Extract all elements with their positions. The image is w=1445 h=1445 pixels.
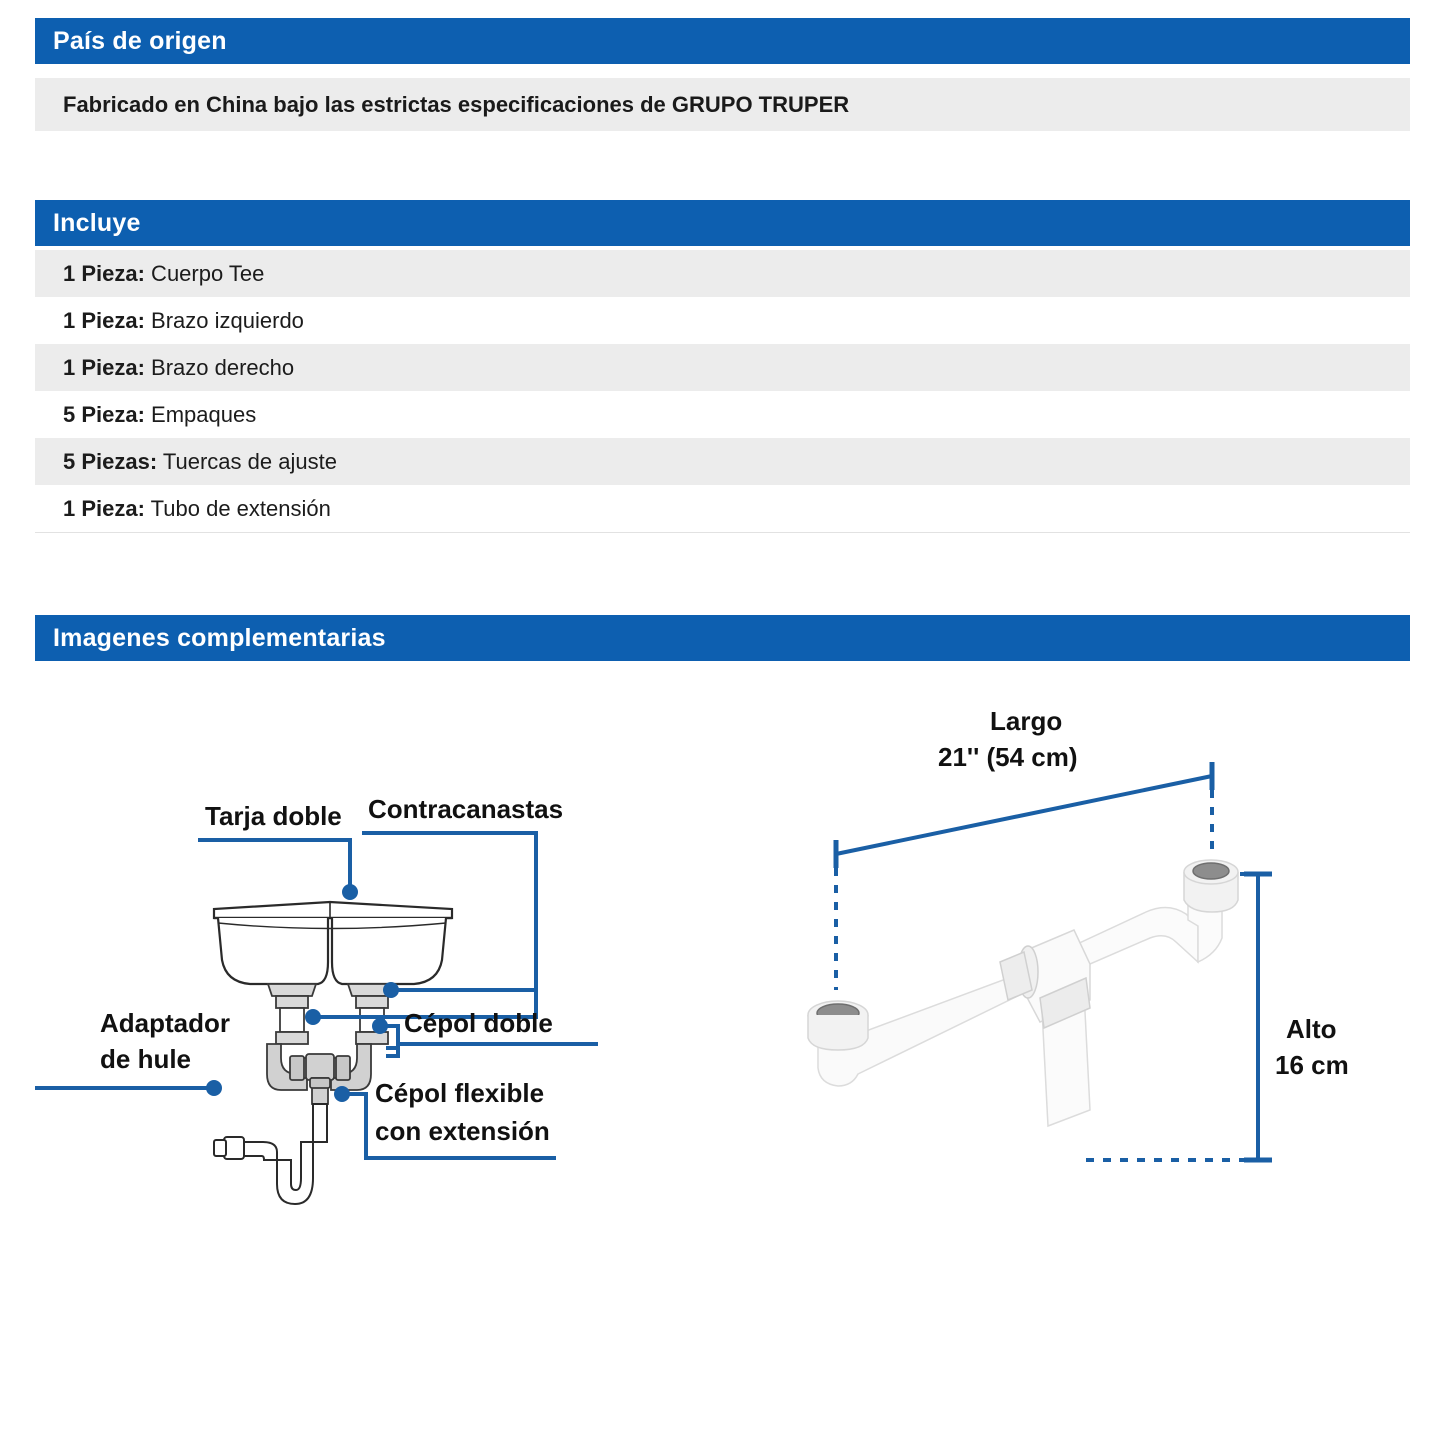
images-section-header: Imagenes complementarias — [35, 615, 1410, 661]
right-nut-chrome-ring — [1193, 863, 1229, 879]
includes-list-item — [35, 391, 1410, 438]
includes-item-quantity: 1 Pieza: — [63, 355, 145, 380]
origin-text: Fabricado en China bajo las estrictas especificaciones de GRUPO TRUPER — [35, 78, 1410, 131]
includes-item-description: Cuerpo Tee — [144, 261, 265, 286]
includes-section — [35, 200, 1410, 533]
includes-list-item — [35, 250, 1410, 297]
dimension-value-largo: 21'' (54 cm) — [938, 742, 1078, 772]
includes-list-item — [35, 485, 1410, 532]
includes-section-header: Incluye — [35, 200, 1410, 246]
includes-item-quantity: 5 Piezas: — [63, 449, 158, 474]
callout-label-adaptador-line2: de hule — [100, 1044, 192, 1074]
includes-item-quantity: 1 Pieza: — [63, 308, 145, 333]
images-section — [35, 615, 1410, 661]
dimension-label-largo: Largo — [990, 706, 1063, 736]
origin-section — [35, 18, 1410, 131]
includes-list — [35, 250, 1410, 532]
includes-item-quantity: 5 Pieza: — [63, 402, 145, 427]
includes-item-description: Tubo de extensión — [144, 496, 331, 521]
includes-list-bottom-divider — [35, 532, 1410, 533]
callout-cepol-flexible — [334, 1078, 556, 1158]
callout-label-cepol-doble: Cépol doble — [404, 1008, 553, 1038]
callout-adaptador-de-hule — [35, 1008, 230, 1096]
includes-list-item — [35, 344, 1410, 391]
includes-item-description: Tuercas de ajuste — [157, 449, 337, 474]
strainer-assembly-drawing — [268, 984, 396, 1044]
dimension-line-largo — [836, 776, 1212, 854]
callout-dot-contracanastas-right — [383, 982, 399, 998]
includes-item-description: Empaques — [144, 402, 257, 427]
diagrams-svg — [0, 690, 1445, 1250]
dimension-label-alto: Alto — [1286, 1014, 1337, 1044]
flexible-cepol-trap-drawing — [214, 1104, 327, 1204]
callout-label-tarja-doble: Tarja doble — [205, 801, 342, 831]
callout-dot-cepol-flexible — [334, 1086, 350, 1102]
callout-label-cepol-flexible-line2: con extensión — [375, 1116, 550, 1146]
includes-item-quantity: 1 Pieza: — [63, 496, 145, 521]
drain-pipe-dimensions-diagram — [808, 706, 1349, 1160]
includes-list-item — [35, 438, 1410, 485]
includes-item-description: Brazo izquierdo — [144, 308, 304, 333]
callout-dot-contracanastas-left — [305, 1009, 321, 1025]
leader-line-tarja-doble — [198, 840, 350, 886]
includes-item-quantity: 1 Pieza: — [63, 261, 145, 286]
callout-cepol-doble — [372, 1008, 598, 1056]
includes-item-description: Brazo derecho — [144, 355, 295, 380]
drain-pipe-drawing — [808, 860, 1238, 1126]
sink-installation-diagram — [35, 794, 598, 1204]
callout-label-cepol-flexible-line1: Cépol flexible — [375, 1078, 545, 1108]
includes-list-item — [35, 297, 1410, 344]
callout-tarja-doble — [198, 801, 358, 900]
double-sink-drawing — [214, 902, 452, 984]
callout-label-contracanastas: Contracanastas — [368, 794, 564, 824]
callout-dot-adaptador-de-hule — [206, 1080, 222, 1096]
complementary-images-area — [0, 690, 1445, 1250]
callout-label-adaptador-line1: Adaptador — [100, 1008, 230, 1038]
dimension-value-alto: 16 cm — [1275, 1050, 1349, 1080]
origin-section-header: País de origen — [35, 18, 1410, 64]
callout-dot-tarja-doble — [342, 884, 358, 900]
